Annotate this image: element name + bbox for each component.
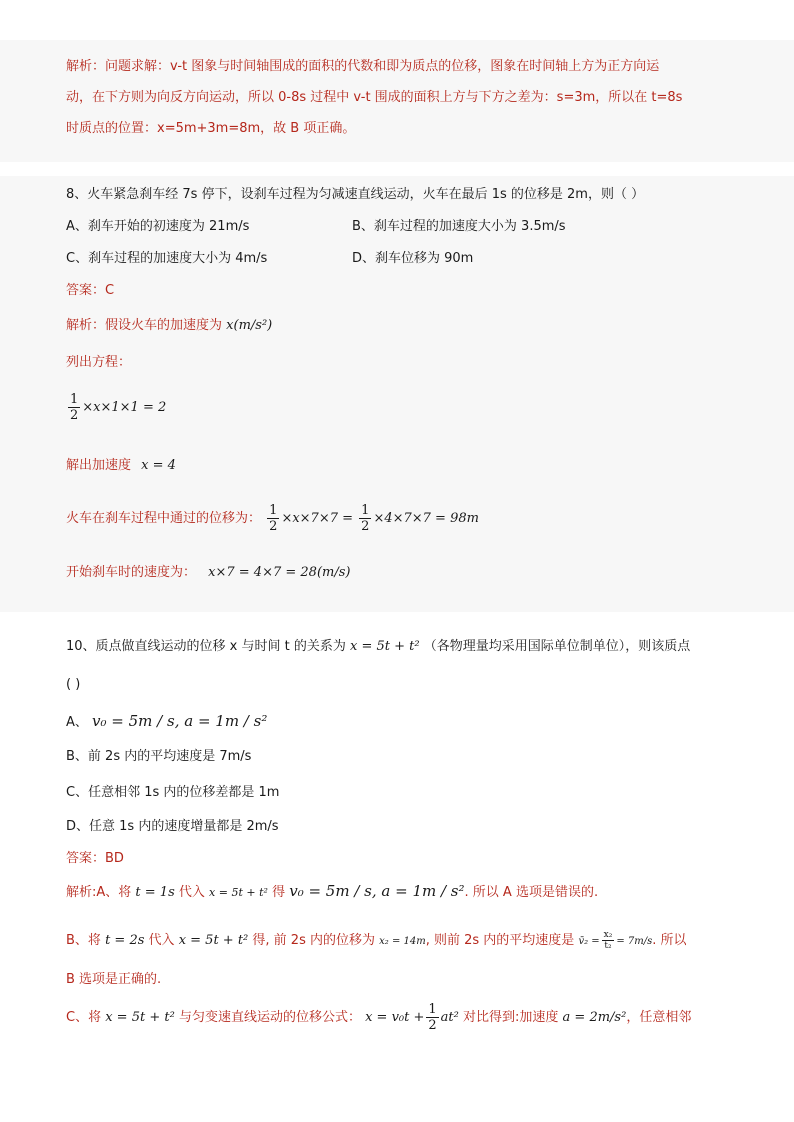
q10-block <box>0 628 794 1122</box>
q8-option-c: C、刹车过程的加速度大小为 4m/s <box>66 251 268 266</box>
q7-analysis-line-1: 解析：问题求解：v-t 图象与时间轴围成的面积的代数和即为质点的位移，图象在时间轴上方为正方向运 <box>66 59 660 74</box>
q8-stem: 8、火车紧急刹车经 7s 停下，设刹车过程为匀减速直线运动，火车在最后 1s 的位移是 2m，则（ ） <box>66 187 645 202</box>
q10-stem: 10、质点做直线运动的位移 x 与时间 t 的关系为 x = 5t + t² （各物理量均采用国际单位制单位），则该质点 <box>66 639 691 654</box>
q8-option-a: A、刹车开始的初速度为 21m/s <box>66 219 250 234</box>
fraction-half: $\frac{1}{2}$ <box>361 503 370 534</box>
q7-analysis-line-2: 动，在下方则为向反方向运动，所以 0-8s 过程中 v-t 围成的面积上方与下方之差为：s=3m，所以在 t=8s <box>66 90 683 105</box>
q8-answer: 答案：C <box>66 283 115 298</box>
q8-option-b: B、刹车过程的加速度大小为 3.5m/s <box>352 219 566 234</box>
q7-analysis-line-3: 时质点的位置：x=5m+3m=8m，故 B 项正确。 <box>66 121 356 136</box>
q8-equation-label: 列出方程： <box>66 355 132 370</box>
q8-solve: 解出加速度 x = 4 <box>66 458 176 473</box>
q10-stem-paren: ( ) <box>66 677 81 692</box>
q8-option-d: D、刹车位移为 90m <box>352 251 474 266</box>
q8-equation: $\frac{1}{2}$ ×x×1×1 = 2 <box>70 392 167 423</box>
q10-option-a: A、 v₀ = 5m / s, a = 1m / s² <box>66 712 268 730</box>
q8-analysis: 解析：假设火车的加速度为 x(m/s²) <box>66 318 273 333</box>
q10-answer: 答案：BD <box>66 851 124 866</box>
q10-analysis-b: B、将 t = 2s 代入 x = 5t + t² 得, 前 2s 内的位移为 x₂ = 14m, 则前 2s 内的平均速度是 v̄₂ = $\frac{\text{x₂}}{\text{t₂}}$ = 7m/s. 所以 <box>66 930 687 951</box>
q8-block <box>0 176 794 612</box>
q10-analysis-b-line-2: B 选项是正确的. <box>66 972 162 987</box>
fraction-half: $\frac{1}{2}$ <box>269 503 278 534</box>
q8-initial-speed: 开始刹车时的速度为： x×7 = 4×7 = 28(m/s) <box>66 565 351 580</box>
q10-analysis-a: 解析:A、将 t = 1s 代入 x = 5t + t² 得 v₀ = 5m / s, a = 1m / s². 所以 A 选项是错误的. <box>66 882 599 900</box>
q7-analysis-block <box>0 40 794 162</box>
q10-option-d: D、任意 1s 内的速度增量都是 2m/s <box>66 819 279 834</box>
q10-option-b: B、前 2s 内的平均速度是 7m/s <box>66 749 252 764</box>
fraction-half: $\frac{1}{2}$ <box>70 392 79 423</box>
q8-displacement: 火车在刹车过程中通过的位移为： $\frac{1}{2}$ ×x×7×7 = $\frac{1}{2}$ ×4×7×7 = 98m <box>66 503 479 534</box>
q10-analysis-c: C、将 x = 5t + t² 与匀变速直线运动的位移公式： x = v₀t + $\frac{1}{2}$ at² 对比得到:加速度 a = 2m/s²，任意相邻 <box>66 1002 692 1033</box>
q10-option-c: C、任意相邻 1s 内的位移差都是 1m <box>66 785 280 800</box>
fraction-half: $\frac{1}{2}$ <box>428 1002 437 1033</box>
